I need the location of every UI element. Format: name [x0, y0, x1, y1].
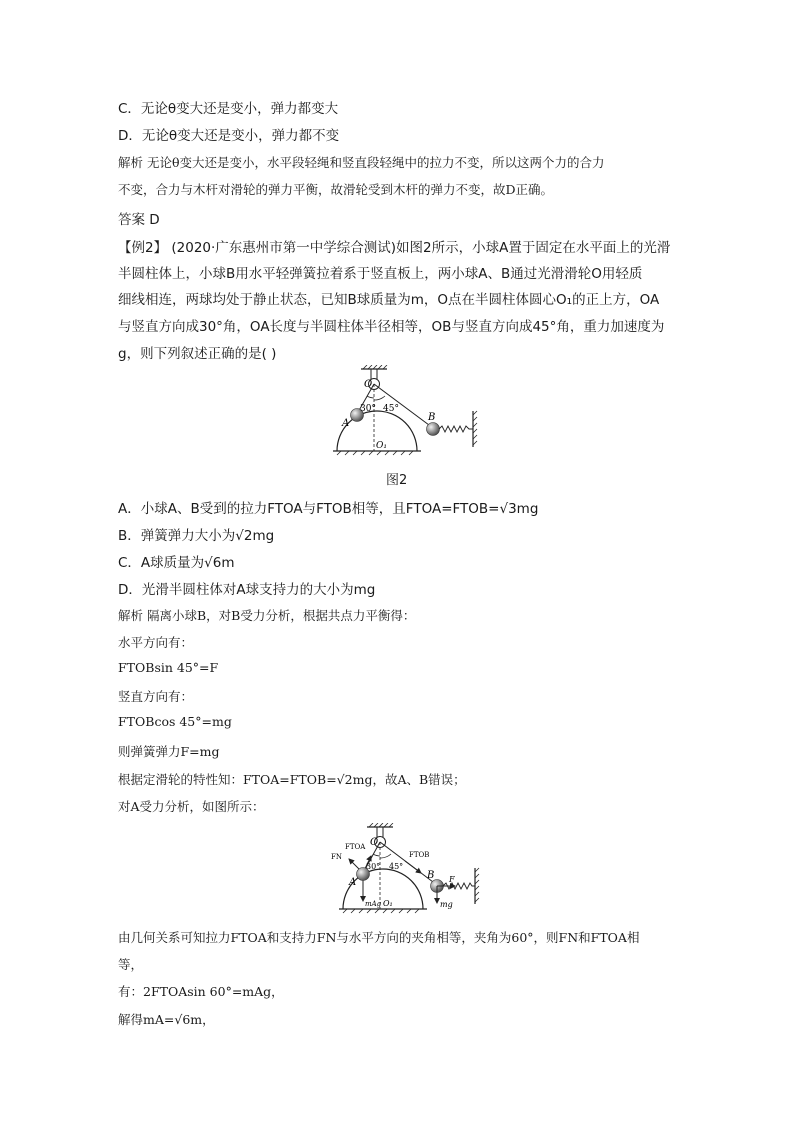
solution1-line1: 解析 无论θ变大还是变小，水平段轻绳和竖直段轻绳中的拉力不变，所以这两个力的合力 [118, 155, 605, 170]
solution2-line2: 水平方向有： [118, 635, 194, 650]
fig2-angle30: 30° [360, 404, 376, 414]
solution2-line7: 根据定滑轮的特性知：FTOA=FTOB=√2mg，故A、B错误； [118, 772, 466, 787]
solution2-line4: 竖直方向有： [118, 689, 194, 704]
solution2-line3: FTOBsin 45°=F [118, 660, 219, 675]
fig3-label-ftob: FTOB [409, 851, 430, 859]
option-d-top: D．无论θ变大还是变小，弹力都不变 [118, 128, 340, 144]
option-c: C．A球质量为√6m [118, 555, 235, 571]
example2-line3: 细线相连，两球均处于静止状态，已知B球质量为m，O点在半圆柱体圆心O₁的正上方，OA [118, 292, 660, 308]
conclusion-line1: 由几何关系可知拉力FTOA和支持力FN与水平方向的夹角相等，夹角为60°，则FN和FTOA相 [118, 930, 640, 945]
fig2-label-o1: O₁ [376, 441, 387, 451]
example2-line5: g，则下列叙述正确的是( ) [118, 346, 277, 362]
solution1-line2: 不变，合力与木杆对滑轮的弹力平衡，故滑轮受到木杆的弹力不变，故D正确。 [118, 182, 554, 197]
fig2-angle45: 45° [383, 404, 399, 414]
fig3-label-o1: O₁ [383, 899, 393, 908]
figure-3-force-diagram [325, 823, 495, 918]
solution2-line8: 对A受力分析，如图所示： [118, 799, 265, 814]
fig3-label-mg: mg [440, 900, 453, 909]
answer-line: 答案 D [118, 212, 160, 228]
example2-line4: 与竖直方向成30°角，OA长度与半圆柱体半径相等，OB与竖直方向成45°角，重力加速度为 [118, 319, 665, 335]
fig2-label-b: B [428, 412, 436, 423]
fig3-label-ftoa: FTOA [345, 843, 366, 851]
solution2-line6: 则弹簧弹力F=mg [118, 744, 220, 759]
option-b: B．弹簧弹力大小为√2mg [118, 528, 275, 544]
figure-2-diagram [325, 365, 495, 460]
option-c-top: C．无论θ变大还是变小，弹力都变大 [118, 101, 339, 117]
fig3-angle45: 45° [389, 862, 404, 871]
fig3-label-a: A [349, 877, 357, 888]
figure-2-caption: 图2 [386, 473, 408, 488]
example2-line2: 半圆柱体上，小球B用水平轻弹簧拉着系于竖直板上，两小球A、B通过光滑滑轮O用轻质 [118, 266, 643, 282]
option-a: A．小球A、B受到的拉力FTOA与FTOB相等，且FTOA=FTOB=√3mg [118, 501, 539, 517]
fig3-label-o: O [370, 837, 379, 848]
option-d: D．光滑半圆柱体对A球支持力的大小为mg [118, 582, 376, 598]
fig3-angle30: 30° [366, 862, 381, 871]
solution2-line1: 解析 隔离小球B，对B受力分析，根据共点力平衡得： [118, 608, 416, 623]
conclusion-line4: 解得mA=√6m， [118, 1012, 215, 1027]
conclusion-line3: 有：2FTOAsin 60°=mAg， [118, 984, 284, 999]
conclusion-line2: 等， [118, 957, 144, 972]
fig2-label-a: A [342, 418, 350, 429]
solution2-line5: FTOBcos 45°=mg [118, 714, 232, 729]
fig3-label-fn: FN [331, 853, 342, 861]
fig2-label-o: O [364, 379, 373, 390]
fig3-label-mag: mAg [365, 900, 382, 908]
fig3-label-f: F [449, 875, 455, 884]
example2-line1: 【例2】 (2020·广东惠州市第一中学综合测试)如图2所示，小球A置于固定在水平面上的光滑 [118, 240, 671, 256]
fig3-label-b: B [427, 870, 435, 881]
